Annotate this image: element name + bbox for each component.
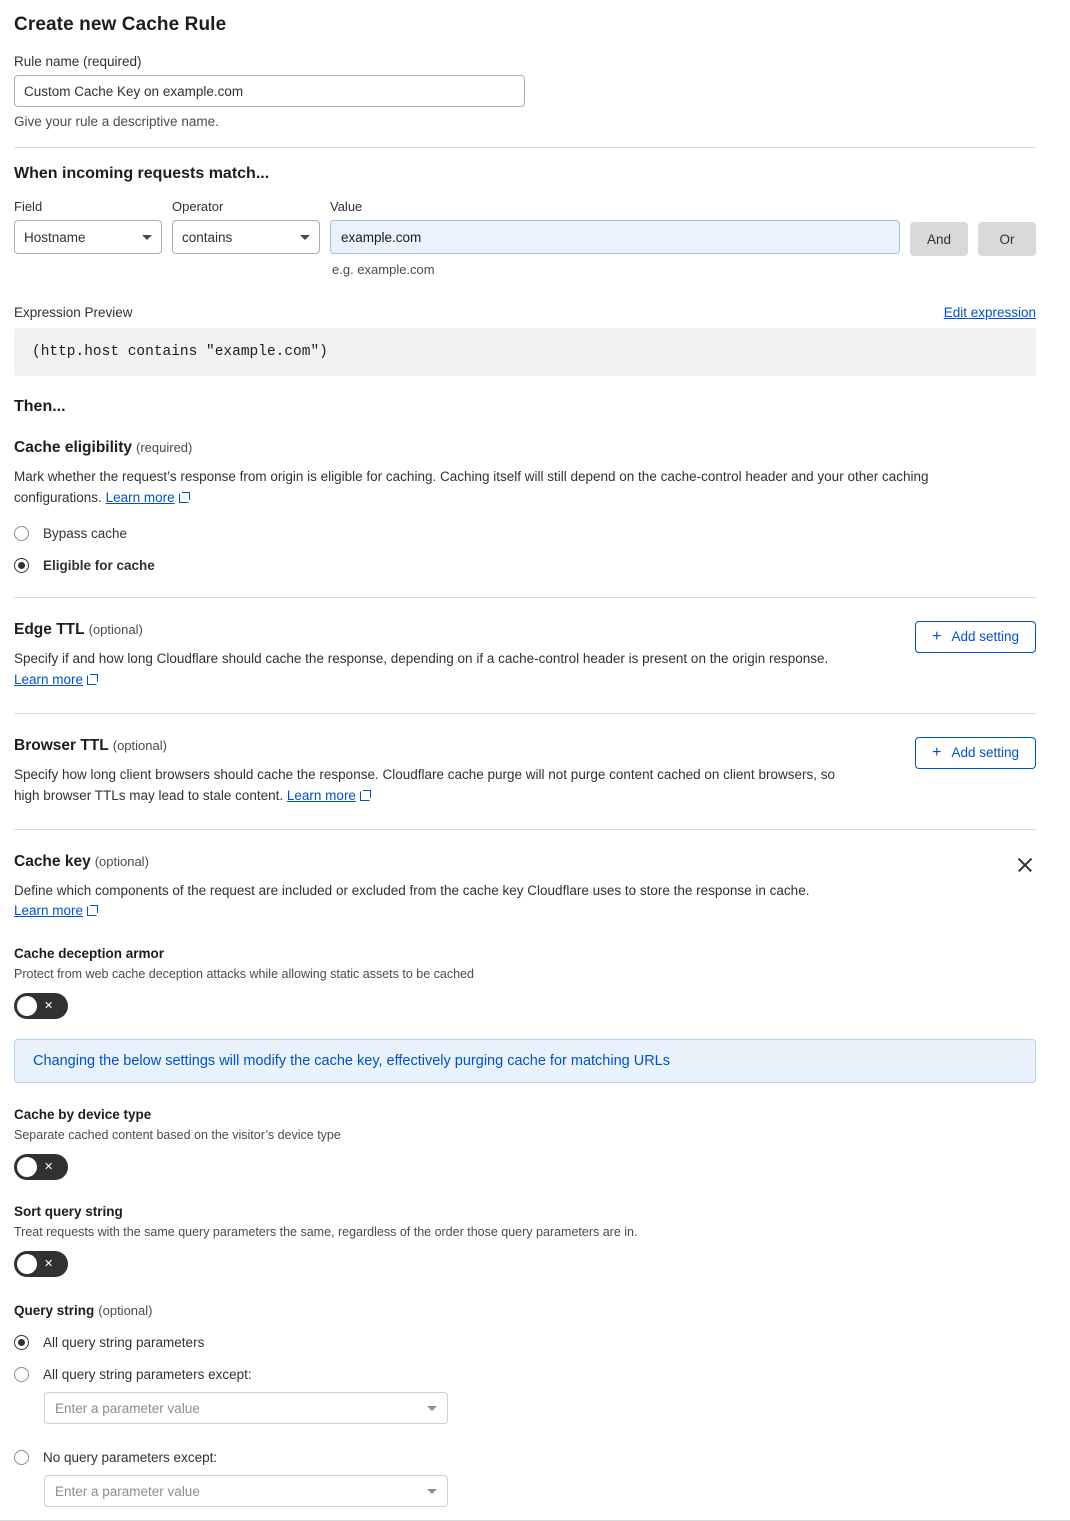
cache-eligibility-description <box>14 467 1019 509</box>
rule-name-input[interactable]: Custom Cache Key on example.com <box>14 75 525 107</box>
all-except-parameter-input[interactable] <box>44 1392 448 1424</box>
chevron-down-icon <box>300 235 310 240</box>
operator-label: Operator <box>172 199 224 214</box>
then-heading: Then... <box>14 398 66 415</box>
cache-eligibility-required: (required) <box>136 440 193 455</box>
radio-icon <box>14 526 29 541</box>
cache-eligibility-heading <box>14 439 1036 457</box>
edge-ttl-optional: (optional) <box>88 621 143 637</box>
match-row <box>14 199 1036 277</box>
page-title: Create new Cache Rule <box>14 14 227 35</box>
cache-eligibility-learn-more-link[interactable]: Learn more <box>105 489 175 505</box>
cache-key-heading <box>14 853 809 871</box>
browser-ttl-learn-more-link[interactable]: Learn more <box>286 787 356 803</box>
expression-preview-label: Expression Preview <box>14 305 133 320</box>
no-except-parameter-placeholder: Enter a parameter value <box>55 1483 200 1499</box>
cache-eligibility-description-text: Mark whether the request’s response from origin is eligible for caching. Caching itself will still depend on the cache-control header and your other caching configurations. <box>14 469 929 505</box>
cache-key-optional: (optional) <box>94 853 149 869</box>
cache-deception-armor-description: Protect from web cache deception attacks while allowing static assets to be cached <box>14 967 474 982</box>
field-column <box>14 199 162 254</box>
cache-key-info-banner: Changing the below settings will modify the cache key, effectively purging cache for matching URLs <box>14 1039 1036 1083</box>
value-input[interactable]: example.com <box>330 220 900 254</box>
radio-no-query-parameters-except[interactable] <box>14 1450 1036 1465</box>
chevron-down-icon <box>427 1489 437 1494</box>
expression-preview-code: (http.host contains "example.com") <box>14 328 1036 376</box>
toggle-knob <box>17 1254 37 1274</box>
cache-by-device-type-toggle[interactable] <box>14 1154 68 1180</box>
external-link-icon <box>87 674 98 685</box>
toggle-knob <box>17 996 37 1016</box>
radio-icon-selected <box>14 558 29 573</box>
rule-name-group <box>14 54 1036 129</box>
toggle-off-icon: ✕ <box>44 1257 54 1270</box>
query-string-heading <box>14 1303 1036 1318</box>
cache-deception-armor-title: Cache deception armor <box>14 946 165 962</box>
cache-by-device-type-title: Cache by device type <box>14 1107 152 1123</box>
toggle-knob <box>17 1157 37 1177</box>
edge-ttl-learn-more-link[interactable]: Learn more <box>14 671 84 687</box>
value-hint: e.g. example.com <box>332 262 435 277</box>
sort-query-string-toggle[interactable] <box>14 1251 68 1277</box>
browser-ttl-description-text: Specify how long client browsers should cache the response. Cloudflare cache purge will not purge content cached on client browsers, so high browser TTLs may lead to stale content. <box>14 766 835 803</box>
toggle-off-icon: ✕ <box>44 1160 54 1173</box>
external-link-icon <box>179 492 190 503</box>
radio-bypass-cache[interactable] <box>14 526 1036 541</box>
field-select-value: Hostname <box>24 229 86 245</box>
external-link-icon <box>360 790 371 801</box>
browser-ttl-add-setting-label: Add setting <box>951 745 1019 761</box>
radio-icon <box>14 1450 29 1465</box>
edit-expression-link[interactable]: Edit expression <box>943 305 1036 320</box>
field-select[interactable] <box>14 220 162 254</box>
value-column <box>330 199 900 277</box>
radio-eligible-for-cache[interactable] <box>14 558 1036 573</box>
edge-ttl-section <box>14 598 1036 691</box>
sort-query-string-title: Sort query string <box>14 1204 123 1220</box>
expression-header <box>14 305 1036 320</box>
browser-ttl-title: Browser TTL <box>14 736 109 754</box>
and-button[interactable]: And <box>910 222 968 256</box>
rule-name-helper: Give your rule a descriptive name. <box>14 114 219 129</box>
radio-all-query-string-parameters-except[interactable] <box>14 1367 1036 1382</box>
cache-eligibility-title: Cache eligibility <box>14 439 133 456</box>
browser-ttl-add-setting-button[interactable] <box>915 737 1036 769</box>
query-string-title: Query string <box>14 1303 95 1319</box>
browser-ttl-description <box>14 765 844 807</box>
edge-ttl-title: Edge TTL <box>14 620 85 638</box>
cache-key-learn-more-link[interactable]: Learn more <box>14 903 84 919</box>
value-label: Value <box>330 199 363 214</box>
rule-name-label: Rule name (required) <box>14 54 142 69</box>
chevron-down-icon <box>427 1406 437 1411</box>
edge-ttl-add-setting-button[interactable] <box>915 621 1036 653</box>
radio-icon-selected <box>14 1335 29 1350</box>
browser-ttl-optional: (optional) <box>112 737 167 753</box>
sort-query-string-description: Treat requests with the same query parameters the same, regardless of the order those query parameters are in. <box>14 1225 638 1240</box>
radio-all-query-string-parameters-except-label: All query string parameters except: <box>43 1367 252 1383</box>
external-link-icon <box>87 905 98 916</box>
toggle-off-icon: ✕ <box>44 999 54 1012</box>
cache-deception-armor-toggle[interactable] <box>14 993 68 1019</box>
radio-all-query-string-parameters[interactable] <box>14 1335 1036 1350</box>
cache-key-description <box>14 881 809 923</box>
field-label: Field <box>14 199 43 214</box>
radio-eligible-for-cache-label: Eligible for cache <box>43 557 155 573</box>
operator-column <box>172 199 320 254</box>
chevron-down-icon <box>142 235 152 240</box>
and-or-buttons <box>910 199 1036 256</box>
edge-ttl-add-setting-label: Add setting <box>951 629 1019 645</box>
operator-select[interactable] <box>172 220 320 254</box>
divider-1 <box>14 147 1036 148</box>
all-except-parameter-placeholder: Enter a parameter value <box>55 1400 200 1416</box>
browser-ttl-section <box>14 714 1036 807</box>
cache-key-section <box>14 830 1036 923</box>
browser-ttl-heading <box>14 737 844 755</box>
radio-all-query-string-parameters-label: All query string parameters <box>43 1335 205 1351</box>
cache-by-device-type-description: Separate cached content based on the visitor’s device type <box>14 1128 341 1143</box>
edge-ttl-heading <box>14 621 844 639</box>
no-except-parameter-input[interactable] <box>44 1475 448 1507</box>
operator-select-value: contains <box>182 229 233 245</box>
plus-icon: + <box>932 743 942 761</box>
edge-ttl-description <box>14 649 844 691</box>
radio-icon <box>14 1367 29 1382</box>
edge-ttl-description-text: Specify if and how long Cloudflare should cache the response, depending on if a cache-control header is present on the origin response. <box>14 650 829 666</box>
query-string-optional: (optional) <box>98 1303 153 1319</box>
cache-key-title: Cache key <box>14 852 91 870</box>
radio-bypass-cache-label: Bypass cache <box>43 525 128 541</box>
radio-no-query-parameters-except-label: No query parameters except: <box>43 1450 218 1466</box>
plus-icon: + <box>932 627 942 645</box>
cache-key-description-text: Define which components of the request are included or excluded from the cache key Cloudflare uses to store the response in cache. <box>14 882 810 898</box>
match-heading: When incoming requests match... <box>14 165 270 182</box>
or-button[interactable]: Or <box>978 222 1036 256</box>
close-icon[interactable] <box>1014 854 1036 876</box>
